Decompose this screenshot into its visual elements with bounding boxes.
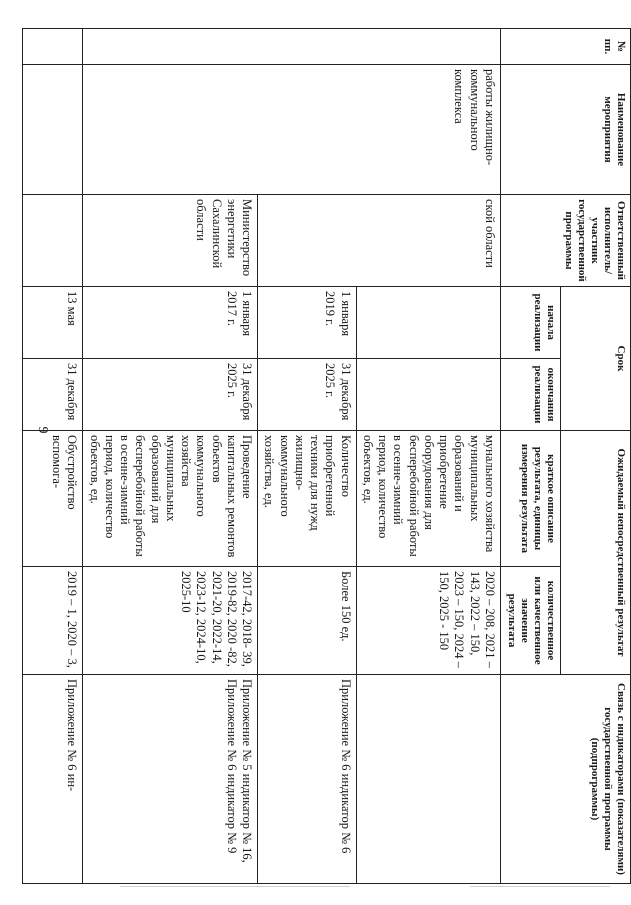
cell-executor: Министерство энергетики Сахалинской области xyxy=(83,195,258,287)
cell-start xyxy=(356,287,500,359)
cell-num xyxy=(23,29,83,65)
cell-start: 13 мая xyxy=(23,287,83,359)
rotated-table-container xyxy=(50,28,631,883)
header-expected: Ожидаемый непосредственный результат xyxy=(561,431,631,675)
cell-start: 1 января 2019 г. xyxy=(258,287,357,359)
header-name: Наименование мероприятия xyxy=(501,65,631,195)
page-number: 9 xyxy=(35,426,50,434)
table-row xyxy=(23,29,83,884)
cell-link: Приложение № 5 индикатор № 16, Приложение № 6 индикатор № 9 xyxy=(83,675,258,884)
header-executor: Ответственный исполнитель/участник государственной программы xyxy=(501,195,631,287)
cell-end xyxy=(356,359,500,431)
cell-end: 31 декабря 2025 г. xyxy=(258,359,357,431)
cell-end: 31 декабря xyxy=(23,359,83,431)
cell-link: Приложение № 6 ин- xyxy=(23,675,83,884)
table-row xyxy=(356,29,500,884)
cell-value: 2020 – 208, 2021 – 143, 2022 – 150, 2023 – 150, 2024 – 150, 2025 - 150 xyxy=(356,567,500,675)
cell-name xyxy=(23,65,83,195)
header-link: Связь с индикаторами (показателями) государственной программы (подпрограммы) xyxy=(501,675,631,884)
scan-artifact xyxy=(470,886,610,887)
header-expected-value: количественное или качественное значение результата xyxy=(501,567,561,675)
program-activities-table xyxy=(23,28,631,884)
header-term-end: окончания реализации xyxy=(501,359,561,431)
cell-name: работы жилищно-коммунального комплекса xyxy=(83,65,501,195)
cell-executor xyxy=(23,195,83,287)
cell-value: Более 150 ед. xyxy=(258,567,357,675)
cell-num xyxy=(83,29,501,65)
cell-executor: ской области xyxy=(258,195,501,287)
cell-link xyxy=(356,675,500,884)
header-num: № пп. xyxy=(501,29,631,65)
cell-desc: Проведение капитальных ремонтов объектов коммунального хозяйства муниципальных образований для бесперебойной работы в осенне-зимний период, количество объектов, ед. xyxy=(83,431,258,567)
header-term-start: начала реализации xyxy=(501,287,561,359)
cell-value: 2019 – 1, 2020 – 3, xyxy=(23,567,83,675)
cell-start: 1 января 2017 г. xyxy=(83,287,258,359)
cell-link: Приложение № 6 индикатор № 6 xyxy=(258,675,357,884)
scan-artifact xyxy=(120,886,350,887)
cell-desc: Обустройство вспомога- xyxy=(23,431,83,567)
cell-desc: мунального хозяйства муниципальных образований и приобретение оборудования для бесперебойной работы в осенне-зимний период, количество объектов, ед. xyxy=(356,431,500,567)
cell-desc: Количество приобретенной техники для нужд жилищно-коммунального хозяйства, ед. xyxy=(258,431,357,567)
cell-value: 2017-42, 2018- 39, 2019-82, 2020 -82, 2021-20, 2022-14, 2023-12, 2024-10, 2025-10 xyxy=(83,567,258,675)
header-term: Срок xyxy=(561,287,631,431)
cell-end: 31 декабря 2025 г. xyxy=(83,359,258,431)
header-expected-desc: краткое описание результата, единицы измерения результата xyxy=(501,431,561,567)
